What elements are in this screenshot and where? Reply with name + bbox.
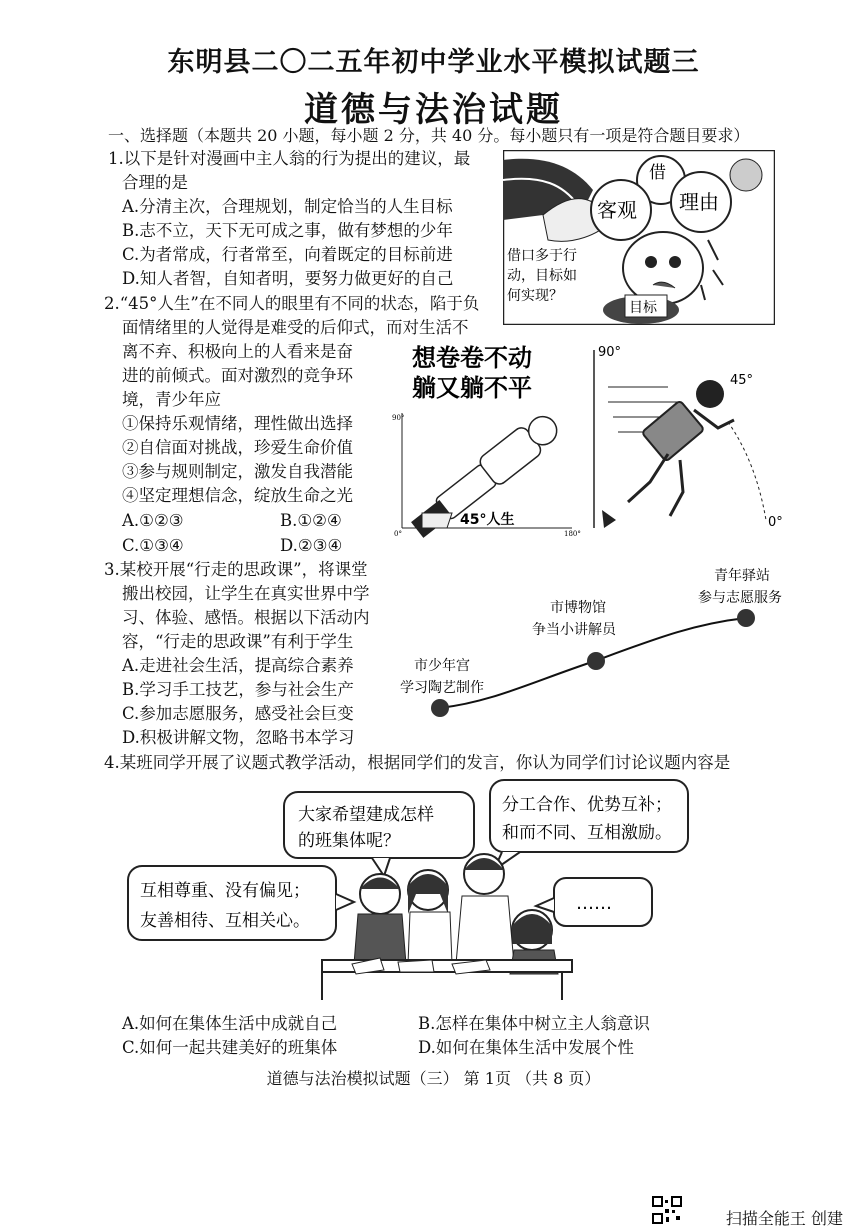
q4-option-b[interactable]: B.怎样在集体中树立主人翁意识 — [418, 1014, 650, 1033]
q2-45-life-label: 45°人生 — [460, 512, 515, 528]
q2-right-0: 0° — [768, 515, 783, 530]
q1-bubble-reason: 理由 — [679, 190, 719, 214]
q3-stem-line: 习、体验、感悟。根据以下活动内 — [122, 608, 370, 627]
q3-stop-label: 争当小讲解员 — [532, 622, 616, 638]
q1-options — [122, 195, 453, 291]
section-heading: 一、选择题（本题共 20 小题，每小题 2 分，共 40 分。每小题只有一项是符合题目要求） — [108, 126, 750, 145]
q1-option-d[interactable]: D.知人者智，自知者明，要努力做更好的自己 — [122, 269, 454, 288]
q3-stem-line: 3.某校开展“行走的思政课”，将课堂 — [104, 560, 368, 579]
exam-subject-title: 道德与法治试题 — [304, 90, 563, 130]
q1-stem-line: 1.以下是针对漫画中主人翁的行为提出的建议，最 — [108, 149, 471, 168]
q1-stem — [108, 147, 470, 195]
q2-fig-caption-line2: 躺又躺不平 — [412, 374, 532, 402]
q4-bubble-question-line: 大家希望建成怎样 — [298, 805, 434, 825]
q3-options — [122, 654, 354, 750]
q4-discussion-figure — [122, 774, 692, 1004]
q3-option-a[interactable]: A.走进社会生活，提高综合素养 — [122, 656, 354, 675]
q1-cartoon — [503, 150, 775, 325]
exam-title: 东明县二〇二五年初中学业水平模拟试题三 — [167, 47, 700, 78]
q1-target-sign: 目标 — [629, 300, 657, 316]
q3-option-c[interactable]: C.参加志愿服务，感受社会巨变 — [122, 704, 354, 723]
q4-bubble-cooperation-line: 和而不同、互相激励。 — [502, 823, 672, 843]
q4-option-a[interactable]: A.如何在集体生活中成就自己 — [122, 1014, 338, 1033]
q2-right-45: 45° — [730, 373, 754, 388]
q3-stop-label: 参与志愿服务 — [698, 590, 782, 606]
q3-option-b[interactable]: B.学习手工技艺，参与社会生产 — [122, 680, 354, 699]
q4-bubble-cooperation-line: 分工合作、优势互补； — [502, 795, 672, 815]
q4-bubble-ellipsis: …… — [576, 893, 612, 914]
qr-code-icon — [652, 1196, 682, 1224]
q3-stop-label: 青年驿站 — [714, 568, 770, 584]
q3-stop-label: 市博物馆 — [550, 600, 606, 616]
q4-bubble-respect-line: 互相尊重、没有偏见； — [140, 881, 310, 901]
q2-figure-leaning — [588, 342, 788, 532]
q3-option-d[interactable]: D.积极讲解文物，忽略书本学习 — [122, 728, 355, 747]
q4-option-d[interactable]: D.如何在集体生活中发展个性 — [418, 1038, 634, 1057]
q2-tick-180: 180° — [564, 530, 581, 538]
q2-stem-line: 2.“45°人生”在不同人的眼里有不同的状态，陷于负 — [104, 294, 480, 313]
q2-option-b[interactable]: B.①②④ — [280, 511, 342, 530]
q3-stop-label: 学习陶艺制作 — [400, 680, 484, 696]
q3-stop-label: 市少年宫 — [414, 658, 470, 674]
q2-item-2: ②自信面对挑战，珍爱生命价值 — [122, 438, 353, 457]
q1-option-c[interactable]: C.为者常成，行者常至，向着既定的目标前进 — [122, 245, 453, 264]
q3-stop-youth-station — [698, 567, 782, 606]
q3-route-figure — [392, 562, 802, 722]
q3-stop-youth-palace — [400, 657, 484, 696]
q3-stem-line: 容，“行走的思政课”有利于学生 — [122, 632, 354, 651]
scanner-watermark: 扫描全能王 创建 — [725, 1209, 843, 1228]
q2-tick-90: 90° — [392, 414, 405, 422]
q1-caption-line: 借口多于行 — [507, 248, 577, 264]
q2-stem-line: 面情绪里的人觉得是难受的后仰式，而对生活不 — [122, 318, 469, 337]
q2-fig-caption-line1: 想卷卷不动 — [412, 344, 532, 372]
q3-stop-museum — [532, 599, 617, 638]
q1-option-a[interactable]: A.分清主次，合理规划，制定恰当的人生目标 — [122, 197, 453, 216]
q3-stem — [104, 558, 370, 654]
q2-item-3: ③参与规则制定，激发自我潜能 — [122, 462, 353, 481]
q2-tick-0: 0° — [394, 530, 402, 538]
q2-option-d[interactable]: D.②③④ — [280, 536, 343, 555]
q2-item-1: ①保持乐观情绪，理性做出选择 — [122, 414, 353, 433]
q1-bubble-objective: 客观 — [597, 198, 637, 222]
q2-items — [122, 412, 353, 508]
q4-stem: 4.某班同学开展了议题式教学活动，根据同学们的发言，你认为同学们讨论议题内容是 — [104, 753, 731, 772]
q1-option-b[interactable]: B.志不立，天下无可成之事，做有梦想的少年 — [122, 221, 453, 240]
q4-bubble-question-line: 的班集体呢？ — [298, 831, 400, 851]
q2-stem-line: 进的前倾式。面对激烈的竞争环 — [122, 366, 353, 385]
q1-stem-line: 合理的是 — [122, 173, 188, 192]
q2-stem-line: 离不弃、积极向上的人看来是奋 — [122, 342, 353, 361]
q4-option-c[interactable]: C.如何一起共建美好的班集体 — [122, 1038, 338, 1057]
q4-bubble-respect-line: 友善相待、互相关心。 — [140, 911, 310, 931]
q2-option-c[interactable]: C.①③④ — [122, 536, 184, 555]
q1-caption-line: 动，目标如 — [507, 268, 577, 284]
q2-stem-line: 境，青少年应 — [122, 390, 221, 409]
q2-item-4: ④坚定理想信念，绽放生命之光 — [122, 486, 353, 505]
page-footer: 道德与法治模拟试题（三） 第 1页 （共 8 页） — [266, 1069, 601, 1088]
q3-stem-line: 搬出校园，让学生在真实世界中学 — [122, 584, 370, 603]
q2-right-90: 90° — [598, 345, 622, 360]
q1-bubble-borrow: 借 — [649, 163, 666, 183]
q2-figure-lying — [392, 338, 584, 538]
q2-option-a[interactable]: A.①②③ — [122, 511, 184, 530]
q1-caption-line: 何实现？ — [507, 288, 563, 304]
